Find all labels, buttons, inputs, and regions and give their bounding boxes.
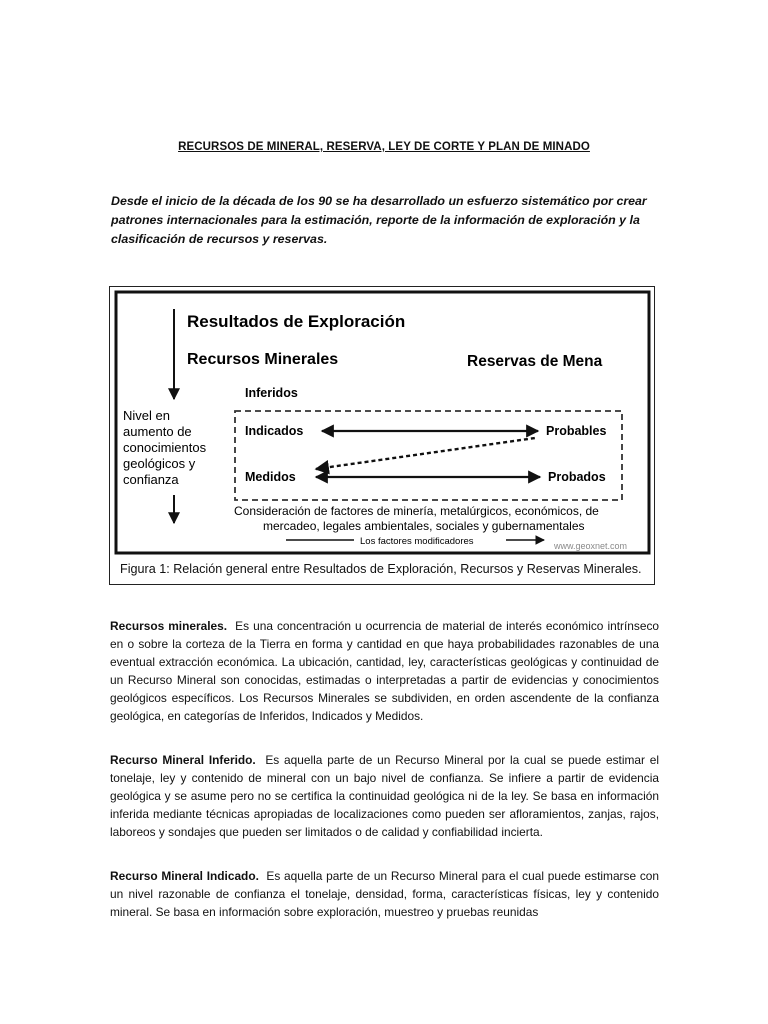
label-inferred: Inferidos <box>245 386 298 400</box>
factors-line-2: mercadeo, legales ambientales, sociales y gubernamentales <box>263 519 585 533</box>
figure-caption: Figura 1: Relación general entre Resultados de Exploración, Recursos y Reservas Minerales. <box>120 562 642 576</box>
label-probable: Probables <box>546 424 607 438</box>
term-inferred-resource: Recurso Mineral Inferido. <box>110 753 256 767</box>
paragraph-inferred-resource <box>110 751 659 841</box>
figure-diagram <box>110 287 656 586</box>
paragraph-mineral-resources <box>110 617 659 725</box>
label-modifying-factors: Los factores modificadores <box>360 536 474 547</box>
heading-exploration: Resultados de Exploración <box>187 312 406 331</box>
term-mineral-resources: Recursos minerales. <box>110 619 228 633</box>
watermark: www.geoxnet.com <box>554 541 628 551</box>
label-proven: Probados <box>548 470 606 484</box>
factors-line-1: Consideración de factores de minería, metalúrgicos, económicos, de <box>234 504 599 518</box>
axis-label: Nivel en aumento de conocimientos geológicos y confianza <box>123 408 207 487</box>
term-indicated-resource: Recurso Mineral Indicado. <box>110 869 259 883</box>
text-inferred-resource: Es aquella parte de un Recurso Mineral por la cual se puede estimar el tonelaje, ley y contenido de mineral con un bajo nivel de confianza. Se infiere a partir de evidencia geológica y se asume pero no se certifica la continuidad geológica ni de la ley. Se basa en información inferida mediante técnicas apropiadas de localizaciones como pueden ser afloramientos, zanjas, rajos, laboreos y sondajes que pueden ser limitados o de calidad y confiabilidad incierta. <box>110 753 660 839</box>
text-indicated-resource: Es aquella parte de un Recurso Mineral para el cual puede estimarse con un nivel razonable de confianza el tonelaje, densidad, forma, características físicas, ley y contenido mineral. Se basa en información sobre exploración, muestreo y pruebas reunidas <box>110 869 659 919</box>
paragraph-indicated-resource <box>110 867 659 921</box>
intro-paragraph: Desde el inicio de la década de los 90 se ha desarrollado un esfuerzo sistemático por crear patrones internacionales para la estimación, reporte de la información de exploración y la clasificación de recursos y reservas. <box>111 194 647 246</box>
text-mineral-resources: Es una concentración u ocurrencia de material de interés económico intrínseco en o sobre la corteza de la Tierra en forma y cantidad en que haya probabilidades razonables de una eventual extracción económica. La ubicación, cantidad, ley, características geológicas y continuidad de un Recurso Mineral son conocidas, estimadas o interpretadas a partir de evidencias y conocimientos geológicos específicos. Los Recursos Minerales se subdividen, en orden ascendente de la confianza geológica, en categorías de Inferidos, Indicados y Medidos. <box>110 619 659 723</box>
figure-1 <box>109 286 655 585</box>
label-measured: Medidos <box>245 470 296 484</box>
heading-reserves: Reservas de Mena <box>467 353 603 370</box>
heading-resources: Recursos Minerales <box>187 351 339 368</box>
document-title: RECURSOS DE MINERAL, RESERVA, LEY DE CORTE Y PLAN DE MINADO <box>178 141 590 153</box>
label-indicated: Indicados <box>245 424 304 438</box>
